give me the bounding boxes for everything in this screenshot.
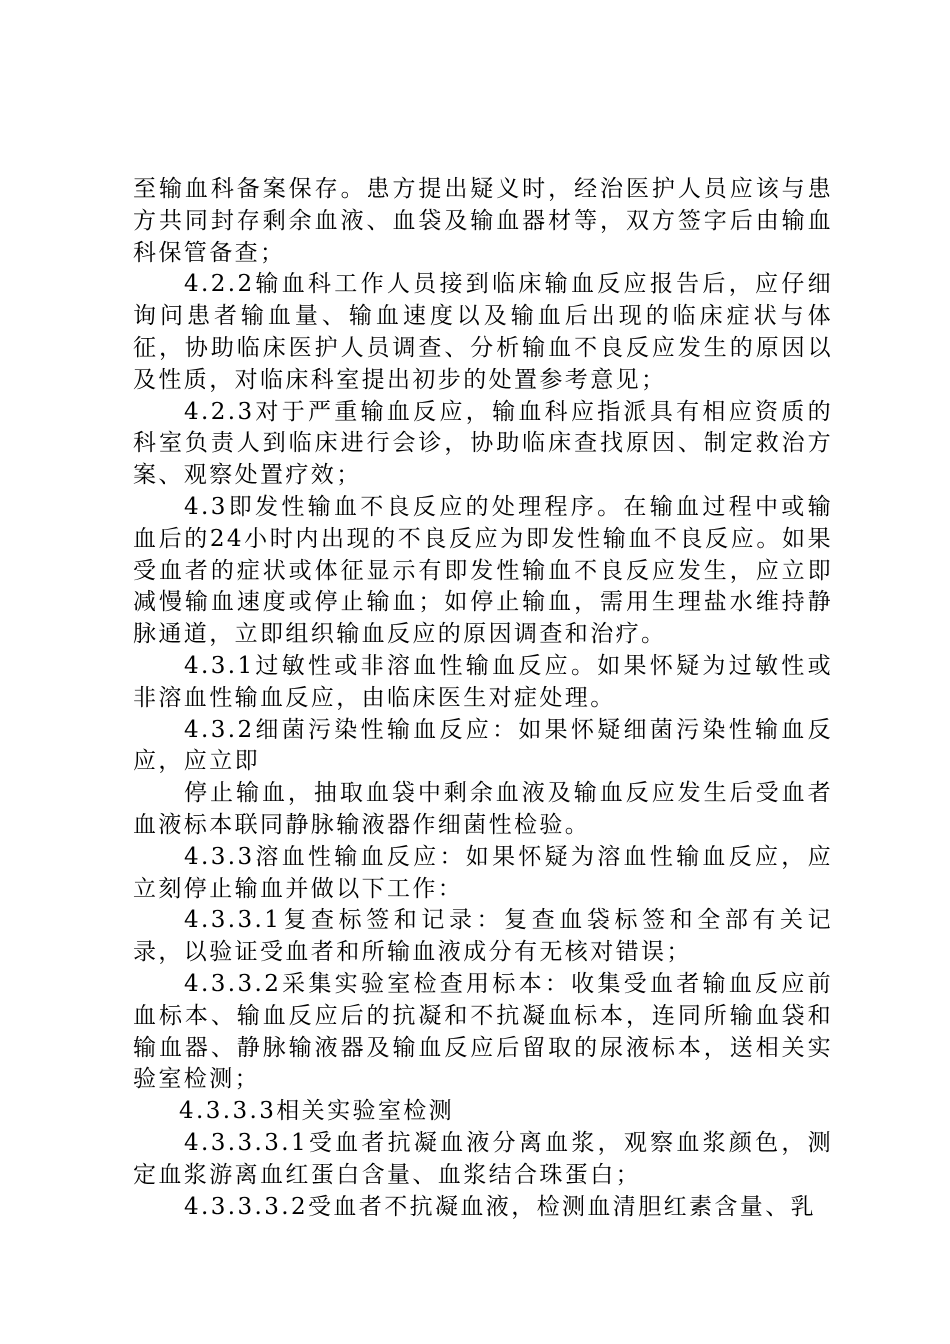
paragraph-13: 4.3.3.3.2受血者不抗凝血液，检测血清胆红素含量、乳 xyxy=(184,1193,817,1220)
paragraph-5: 4.3.1过敏性或非溶血性输血反应。如果怀疑为过敏性或非溶血性输血反应，由临床医生对症处理。 xyxy=(133,652,833,711)
paragraph-9: 4.3.3.1复查标签和记录：复查血袋标签和全部有关记录，以验证受血者和所输血液成分有无核对错误； xyxy=(133,907,833,966)
paragraph-3: 4.2.3对于严重输血反应，输血科应指派具有相应资质的科室负责人到临床进行会诊，协助临床查找原因、制定救治方案、观察处置疗效； xyxy=(133,398,833,489)
paragraph-10: 4.3.3.2采集实验室检查用标本：收集受血者输血反应前血标本、输血反应后的抗凝和不抗凝血标本，连同所输血袋和输血器、静脉输液器及输血反应后留取的尿液标本，送相关实验室检测； xyxy=(133,970,833,1093)
document-body xyxy=(133,174,833,1223)
paragraph-12: 4.3.3.3.1受血者抗凝血液分离血浆，观察血浆颜色，测定血浆游离血红蛋白含量、血浆结合珠蛋白； xyxy=(133,1129,833,1188)
paragraph-2: 4.2.2输血科工作人员接到临床输血反应报告后，应仔细询问患者输血量、输血速度以及输血后出现的临床症状与体征，协助临床医护人员调查、分析输血不良反应发生的原因以及性质，对临床科室提出初步的处置参考意见； xyxy=(133,271,833,393)
paragraph-1: 至输血科备案保存。患方提出疑义时，经治医护人员应该与患方共同封存剩余血液、血袋及输血器材等，双方签字后由输血科保管备查； xyxy=(133,176,833,266)
paragraph-6: 4.3.2细菌污染性输血反应：如果怀疑细菌污染性输血反应，应立即 xyxy=(133,716,833,775)
paragraph-7: 停止输血，抽取血袋中剩余血液及输血反应发生后受血者血液标本联同静脉输液器作细菌性检验。 xyxy=(133,780,833,838)
paragraph-8: 4.3.3溶血性输血反应：如果怀疑为溶血性输血反应，应立刻停止输血并做以下工作： xyxy=(133,843,833,902)
paragraph-11: 4.3.3.3相关实验室检测 xyxy=(179,1098,455,1125)
paragraph-4: 4.3即发性输血不良反应的处理程序。在输血过程中或输血后的24小时内出现的不良反应为即发性输血不良反应。如果受血者的症状或体征显示有即发性输血不良反应发生，应立即减慢输血速度或停止输血；如停止输血，需用生理盐水维持静脉通道，立即组织输血反应的原因调查和治疗。 xyxy=(133,493,833,648)
